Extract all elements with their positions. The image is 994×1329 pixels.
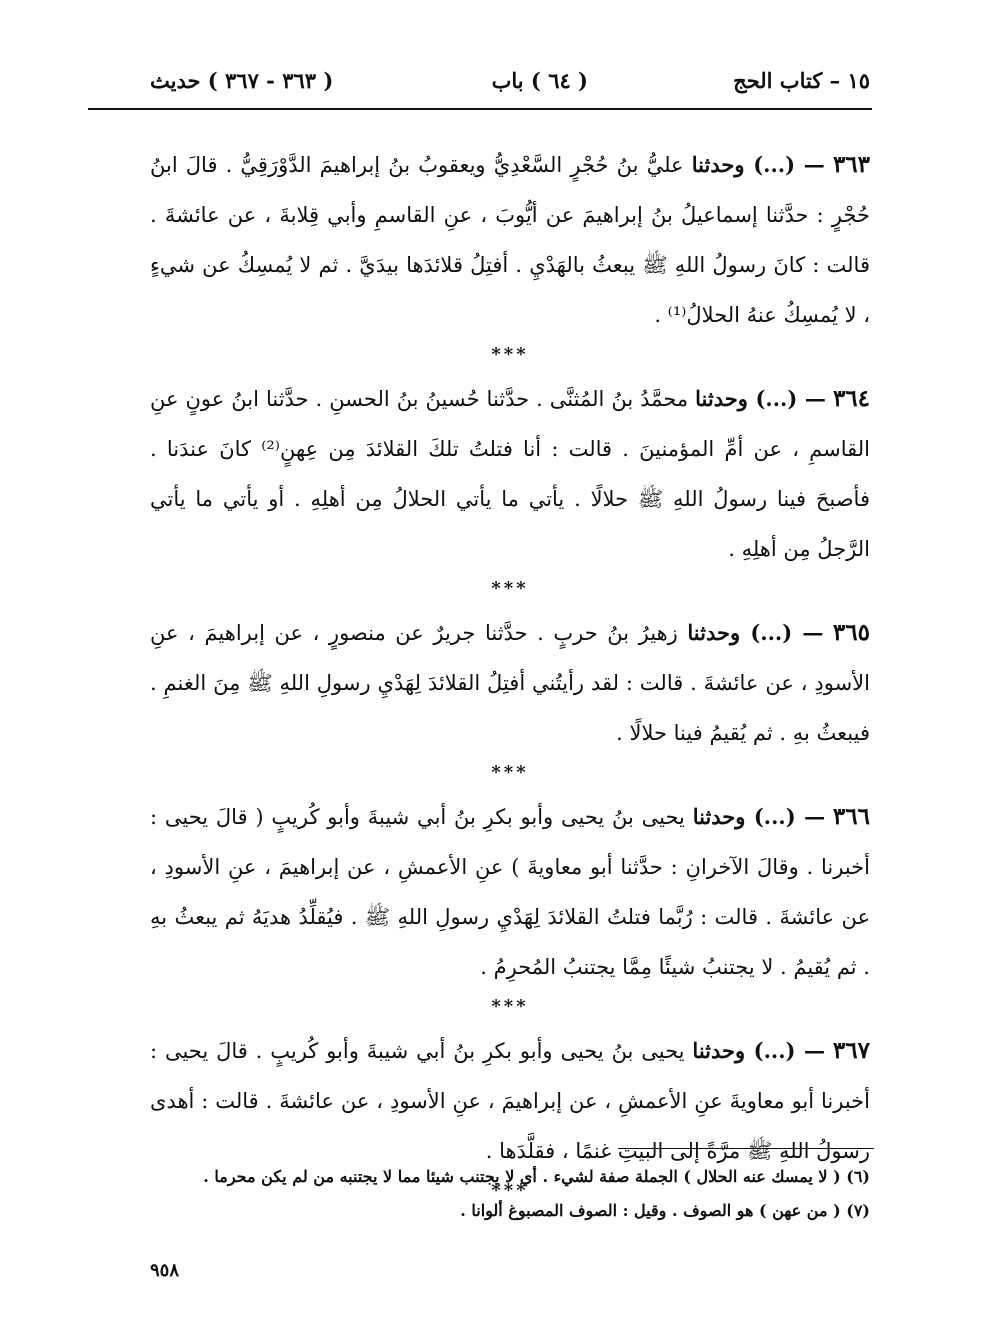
- hadith-number: ٣٦٣: [832, 151, 870, 178]
- footnote-6: (٦) ( لا يمسك عنه الحلال ) الجملة صفة لشيء . أي لا يجتنب شيئا مما لا يجتنبه من لم يكن محرما .: [203, 1167, 870, 1186]
- hadith-text: عليُّ بنُ حُجْرٍ السَّعْدِيُّ ويعقوبُ بنُ إبراهيمَ الدَّوْرَقِيُّ . قالَ ابنُ حُجْرٍ : حدَّثنا إسماعيلُ بنُ إبراهيمَ عن أيُّوبَ ، عنِ القاسمِ وأبي قِلابةَ ، عن عائشةَ . قالت : كانَ رسولُ اللهِ ﷺ يبعثُ بالهَدْيِ . أفتِلُ قلائدَها بيدَيَّ . ثم لا يُمسِكُ عن شيءٍ ، لا يُمسِكُ عنهُ الحلالُ⁽¹⁾ .: [150, 153, 870, 327]
- hadith-range: ( ٣٦٣ - ٣٦٧ ) حديث: [150, 68, 334, 93]
- section-separator: ***: [491, 1180, 529, 1201]
- hadith-number: ٣٦٧: [832, 1037, 870, 1064]
- hadith-365: [150, 608, 870, 758]
- hadith-list: [150, 140, 870, 1210]
- header-divider: [88, 108, 872, 110]
- hadith-364: [150, 374, 870, 574]
- chapter-title: ١٥ – كتاب الحج: [733, 68, 870, 93]
- hadith-number: ٣٦٦: [832, 803, 870, 830]
- hadith-lead: — (...) وحدثنا: [692, 1038, 826, 1063]
- hadith-number: ٣٦٤: [832, 385, 870, 412]
- hadith-lead: — (...) وحدثنا: [691, 152, 825, 177]
- hadith-text: زهيرُ بنُ حربٍ . حدَّثنا جريرٌ عن منصورٍ ، عن إبراهيمَ ، عنِ الأسودِ ، عن عائشةَ . قالت : لقد رأيتُني أفتِلُ القلائدَ لِهَدْيِ رسولِ اللهِ ﷺ مِنَ الغنمِ . فيبعثُ بهِ . ثم يُقيمُ فينا حلالًا .: [150, 621, 870, 745]
- footnote-divider: [618, 1148, 874, 1149]
- hadith-lead: — (...) وحدثنا: [695, 386, 826, 411]
- section-separator: ***: [491, 344, 529, 365]
- hadith-lead: — (...) وحدثنا: [692, 804, 826, 829]
- hadith-text: يحيى بنُ يحيى وأبو بكرِ بنُ أبي شيبةَ وأبو كُريبٍ . قالَ يحيى : أخبرنا أبو معاويةَ عنِ الأعمشِ ، عن إبراهيمَ ، عنِ الأسودِ ، عن عائشةَ . قالت : أهدى رسولُ اللهِ ﷺ مرَّةً إلى البيتِ غنمًا ، فقلَّدَها .: [150, 1039, 870, 1163]
- section-separator: ***: [491, 996, 529, 1017]
- page-header: [150, 62, 870, 102]
- bab-title: ( ٦٤ ) باب: [491, 68, 588, 93]
- page-number: ٩٥٨: [150, 1260, 180, 1281]
- section-separator: ***: [491, 578, 529, 599]
- hadith-367: [150, 1026, 870, 1176]
- footnotes: [150, 1160, 870, 1228]
- page: [150, 62, 870, 1302]
- hadith-lead: — (...) وحدثنا: [687, 620, 824, 645]
- hadith-366: [150, 792, 870, 992]
- section-separator: ***: [491, 762, 529, 783]
- footnote-7: (٧) ( من عهن ) هو الصوف . وقيل : الصوف المصبوغ ألوانا .: [460, 1201, 870, 1220]
- hadith-number: ٣٦٥: [832, 619, 870, 646]
- hadith-text: يحيى بنُ يحيى وأبو بكرِ بنُ أبي شيبةَ وأبو كُريبٍ ( قالَ يحيى : أخبرنا . وقالَ الآخرانِ : حدَّثنا أبو معاويةَ ) عنِ الأعمشِ ، عن إبراهيمَ ، عنِ الأسودِ ، عن عائشةَ . قالت : رُبَّما فتلتُ القلائدَ لِهَدْيِ رسولِ اللهِ ﷺ . فيُقلِّدُ هديَهُ ثم يبعثُ بهِ . ثم يُقيمُ . لا يجتنبُ شيئًا مِمَّا يجتنبُ المُحرِمُ .: [150, 805, 870, 979]
- hadith-363: [150, 140, 870, 340]
- hadith-text: محمَّدُ بنُ المُثنَّى . حدَّثنا حُسينُ بنُ الحسنِ . حدَّثنا ابنُ عونٍ عنِ القاسمِ ، عن أمِّ المؤمنينَ . قالت : أنا فتلتُ تلكَ القلائدَ مِن عِهنٍ⁽²⁾ كانَ عندَنا . فأصبحَ فينا رسولُ اللهِ ﷺ حلالًا . يأتي ما يأتي الحلالُ مِن أهلِهِ . أو يأتي ما يأتي الرَّجلُ مِن أهلِهِ .: [150, 387, 870, 561]
